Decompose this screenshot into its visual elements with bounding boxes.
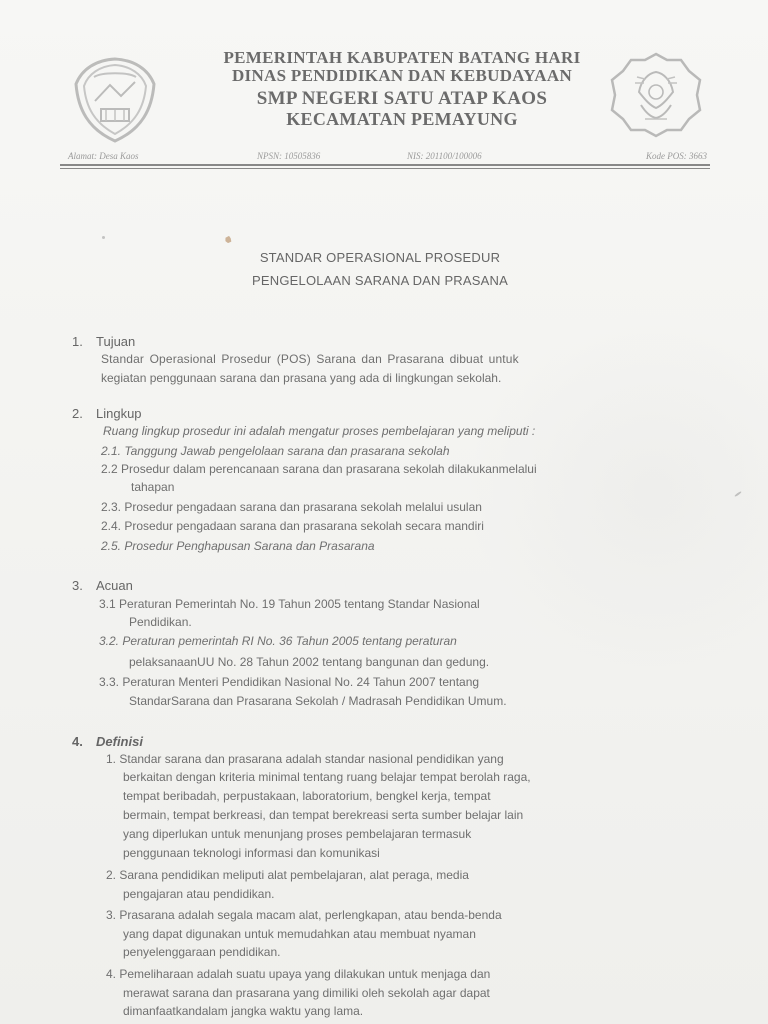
acuan-item-continued: Pendidikan. [129, 615, 192, 629]
lingkup-item: 2.3. Prosedur pengadaan sarana dan prasarana sekolah melalui usulan [101, 500, 482, 514]
ink-mark [224, 235, 233, 244]
header-divider [60, 164, 710, 166]
scan-speck [102, 236, 105, 239]
definition-item-continued: pengajaran atau pendidikan. [123, 887, 275, 901]
acuan-item-continued: pelaksanaanUU No. 28 Tahun 2002 tentang bangunan dan gedung. [129, 655, 490, 669]
postal-code-text: Kode POS: 3663 [646, 151, 707, 161]
npsn-text: NPSN: 10505836 [257, 151, 321, 161]
header-divider-thin [60, 168, 710, 169]
definition-item: 1. Standar sarana dan prasarana adalah standar nasional pendidikan yang [106, 752, 504, 766]
department-line: DINAS PENDIDIKAN DAN KEBUDAYAAN [231, 66, 573, 85]
school-name: SMP NEGERI SATU ATAP KAOS [256, 88, 548, 109]
definition-item: 2. Sarana pendidikan meliputi alat pembelajaran, alat peraga, media [106, 868, 469, 882]
definition-item-continued: yang diperlukan untuk menunjang proses pembelajaran termasuk [123, 827, 472, 841]
acuan-item: 3.3. Peraturan Menteri Pendidikan Nasional No. 24 Tahun 2007 tentang [99, 675, 480, 689]
section-number: 2. [72, 406, 83, 421]
section-label: Tujuan [96, 334, 136, 349]
lingkup-item: 2.1. Tanggung Jawab pengelolaan sarana dan prasarana sekolah [101, 444, 450, 458]
acuan-item: 3.2. Peraturan pemerintah RI No. 36 Tahun 2005 tentang peraturan [99, 634, 457, 648]
definition-item-continued: penggunaan teknologi informasi dan komunikasi [123, 846, 380, 860]
definition-item: 4. Pemeliharaan adalah suatu upaya yang dilakukan untuk menjaga dan [106, 967, 491, 981]
lingkup-item: 2.2 Prosedur dalam perencanaan sarana dan prasarana sekolah dilakukanmelalui [101, 462, 537, 476]
title-line-1: STANDAR OPERASIONAL PROSEDUR [259, 250, 501, 265]
definition-item-continued: tempat beribadah, perpustakaan, laboratorium, bengkel kerja, tempat [123, 789, 491, 803]
section-label: Acuan [96, 578, 133, 593]
section-number: 1. [72, 334, 83, 349]
scan-mark [734, 491, 742, 497]
lingkup-item: 2.4. Prosedur pengadaan sarana dan prasarana sekolah secara mandiri [101, 519, 484, 533]
title-line-2: PENGELOLAAN SARANA DAN PRASANA [252, 273, 508, 288]
tujuan-line-1: Standar Operasional Prosedur (POS) Sarana dan Prasarana dibuat untuk [101, 352, 519, 366]
tujuan-line-2: kegiatan penggunaan sarana dan prasana yang ada di lingkungan sekolah. [101, 371, 502, 385]
government-line: PEMERINTAH KABUPATEN BATANG HARI [223, 48, 581, 67]
definition-item-continued: yang dapat digunakan untuk memudahkan atau membuat nyaman [123, 927, 476, 941]
section-number: 3. [72, 578, 83, 593]
address-text: Alamat: Desa Kaos [68, 151, 139, 161]
definition-item-continued: berkaitan dengan kriteria minimal tentang ruang belajar tempat berolah raga, [123, 770, 531, 784]
nis-text: NIS: 201100/100006 [407, 151, 482, 161]
definition-item-continued: bermain, tempat berkreasi, dan tempat berekreasi serta sumber belajar lain [123, 808, 524, 822]
district-crest-icon [72, 55, 158, 145]
section-label: Lingkup [96, 406, 142, 421]
acuan-item-continued: StandarSarana dan Prasarana Sekolah / Madrasah Pendidikan Umum. [129, 694, 507, 708]
definition-item-continued: penyelenggaraan pendidikan. [123, 945, 281, 959]
section-number: 4. [72, 734, 83, 749]
acuan-item: 3.1 Peraturan Pemerintah No. 19 Tahun 2005 tentang Standar Nasional [99, 597, 480, 611]
definition-item: 3. Prasarana adalah segala macam alat, perlengkapan, atau benda-benda [106, 908, 502, 922]
definition-item-continued: merawat sarana dan prasarana yang dimiliki oleh sekolah agar dapat [123, 986, 490, 1000]
section-label: Definisi [96, 734, 143, 749]
district-line: KECAMATAN PEMAYUNG [286, 109, 518, 129]
definition-item-continued: dimanfaatkandalam jangka waktu yang lama. [123, 1004, 364, 1018]
lingkup-intro: Ruang lingkup prosedur ini adalah mengatur proses pembelajaran yang meliputi : [103, 424, 536, 438]
lingkup-item-continued: tahapan [131, 480, 175, 494]
lingkup-item: 2.5. Prosedur Penghapusan Sarana dan Prasarana [101, 539, 375, 553]
